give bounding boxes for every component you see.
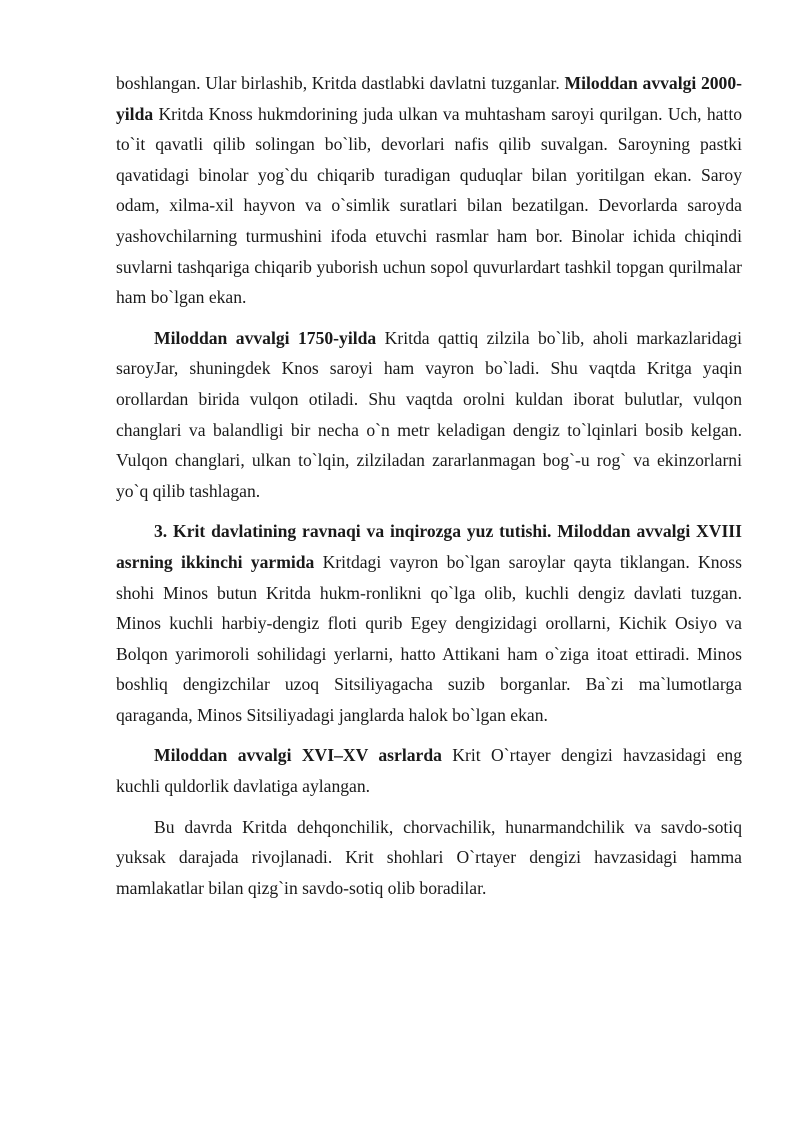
- paragraph-5-run-1: Bu davrda Kritda dehqonchilik, chorvachilik, hunarmandchilik va savdo-sotiq yuksak darajada rivojlanadi. Krit shohlari O`rtayer dengizi havzasidagi hamma mamlakatlar bilan qizg`in savdo-sotiq olib boradilar.: [116, 816, 742, 898]
- paragraph-4-run-2: Krit O`rtayer dengizi havzasidagi eng kuchli quldorlik davlatiga aylangan.: [116, 745, 742, 797]
- paragraph-1-bold-date: Miloddan avvalgi 2000-yilda: [116, 73, 743, 124]
- paragraph-5: [116, 812, 742, 904]
- paragraph-2-bold-date: Miloddan avvalgi 1750-yilda: [154, 327, 377, 348]
- paragraph-3-run-2: Kritdagi vayron bo`lgan saroylar qayta tiklangan. Knoss shohi Minos butun Kritda hukm-ronlikni qo`lga olib, kuchli dengiz davlati tuzgan. Minos kuchli harbiy-dengiz floti qurib Egey dengizidagi orollarni, Kichik Osiyo va Bolqon yarimoroli sohilidagi yerlarni, hatto Attikani ham o`ziga itoat ettiradi. Minos boshliq dengizchilar uzoq Sitsiliyagacha suzib borganlar. Ba`zi ma`lumotlarga qaraganda, Minos Sitsiliyadagi janglarda halok bo`lgan ekan.: [116, 551, 742, 725]
- paragraph-1-run-1: boshlangan. Ular birlashib, Kritda dastlabki davlatni tuzganlar.: [116, 73, 565, 93]
- paragraph-1-run-3: Kritda Knoss hukmdorining juda ulkan va muhtasham saroyi qurilgan. Uch, hatto to`it qavatli qilib solingan bo`lib, devorlari nafis qilib suvalgan. Saroyning pastki qavatidagi binolar yog`du chiqarib turadigan quduqlar bilan yoritilgan ekan. Saroy odam, xilma-xil hayvon va o`simlik suratlari bilan bezatilgan. Devorlarda saroyda yashovchilarning turmushini ifoda etuvchi rasmlar ham bor. Binolar ichida chiqindi suvlarni tashqariga chiqarib yuborish uchun sopol quvurlardart tashkil topgan qurilmalar ham bo`lgan ekan.: [116, 103, 742, 308]
- document-body: [116, 68, 742, 903]
- paragraph-3: [116, 516, 742, 730]
- paragraph-2-run-2: Kritda qattiq zilzila bo`lib, aholi markazlaridagi saroyJar, shuningdek Knos saroyi ham vayron bo`ladi. Shu vaqtda Kritga yaqin orollardan birida vulqon otiladi. Shu vaqtda orolni kuldan iborat bulutlar, vulqon changlari va balandligi bir necha o`n metr keladigan dengiz to`lqinlari bosib kelgan. Vulqon changlari, ulkan to`lqin, zilziladan zararlanmagan bog`-u rog` va ekinzorlarni yo`q qilib tashlagan.: [116, 327, 742, 501]
- paragraph-3-bold-heading: 3. Krit davlatining ravnaqi va inqirozga yuz tutishi. Miloddan avvalgi XVIII asrning ikkinchi yarmida: [116, 521, 742, 572]
- paragraph-4: [116, 740, 742, 801]
- paragraph-2: [116, 323, 742, 507]
- paragraph-4-bold-date: Miloddan avvalgi XVI–XV asrlarda: [154, 745, 442, 766]
- paragraph-1: [116, 68, 742, 313]
